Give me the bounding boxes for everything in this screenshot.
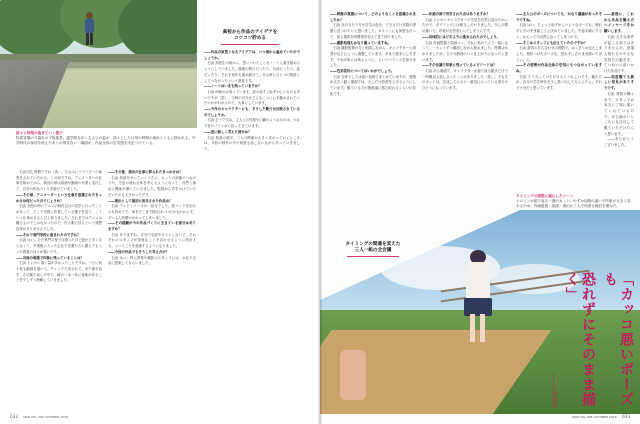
right-col2-q2: ――具体的にはどのように進められたのでしょう。 bbox=[422, 34, 500, 39]
right-column-1 bbox=[330, 12, 416, 242]
right-col3-p1: 石浜 はい。ちょっと恥ずかしいようなポーズも、照れずにそのまま描こうと決めていました。中途半端にすると、かえって不自然になってしまうので。 bbox=[516, 23, 602, 39]
right-col4-p2: 石浜 背景の隅々まで、スタッフが本当に丁寧に描いてくれているので、ぜひ細かいところにも注目して観ていただけたらと思います。 bbox=[604, 91, 634, 136]
right-col3-q1: ――主人公のポーズについても、かなり議論があったそうですね。 bbox=[516, 12, 602, 22]
left-caption-body: 物語冒頭の夕暮れの下校風景。通学路を歩く主人公の姿が、淡々とした日常の時間の流れとともに描かれる。中学時代の部活を終えたあとの何気ない一場面が、作品全体の空気感を決定づけている。 bbox=[16, 136, 196, 145]
right-caption bbox=[516, 194, 634, 209]
left-col3-q4: ――逆に新しく考えた部分は？ bbox=[204, 129, 252, 134]
pull-quote-attribution: ――石浜真史 bbox=[550, 372, 557, 408]
right-col2-p2: 石浜 作画監督と原画マン、それに私の三人で一組になって、一カットずつ確認しながら進めました。時間はかかりましたが、その分納得のいく仕上がりになったと思います。 bbox=[422, 40, 508, 62]
right-page-number: 033 bbox=[622, 414, 630, 419]
right-column-4 bbox=[604, 12, 634, 192]
right-col1-p1: 石浜 光の当たり方や空気の色を、できるだけ実際の季節に近づけたいと思いました。ロケハンにも何度も行って、同じ場所を時間帯を変えて見て回りました。 bbox=[330, 23, 416, 39]
right-col3-p2: 石浜 最初の打ち合わせの段階で、はっきりお伝えしました。格好つけたポーズも、恐れずにそのまま描いてほしい、と。 bbox=[516, 46, 602, 62]
right-col1-q1: ――映像の質感について、どのようなことを意識されましたか？ bbox=[330, 12, 416, 22]
left-col3-p1: 石浜 高校生の頃から、思いついたことをノートに書き留めるようにしていました。場面の断片だったり、台詞だったり、絵だったり。それを何年も溜め続けて、ある時にひとつの物語としてつながったという感覚です。 bbox=[204, 61, 300, 83]
right-col2-p1: 石浜 とにかくキャラクターの芝居を自然に見せたかったので、タイミングには相当こだわりました。少しの間の違いで、印象が全然変わってしまうんです。 bbox=[422, 17, 508, 34]
pull-quote-line-1: 「カッコ悪いポーズも bbox=[602, 272, 634, 407]
right-col4-q1: ――最後に、これから作品を観る方へメッセージをお願いします。 bbox=[604, 12, 634, 34]
left-folio bbox=[10, 414, 68, 419]
heading-rule bbox=[221, 44, 279, 45]
left-folio-meta: NAN VOL.296 OCTOBER 2018 bbox=[23, 415, 68, 419]
left-col3-p3: 石浜 そうですね。主人公の性格や口癖のようなものは、かなり昔のノートから拾ってきています。 bbox=[204, 118, 300, 129]
left-col2-q3: ――その経験が今の作品づくりに生きている部分はありますか？ bbox=[108, 221, 196, 232]
right-col4-p3: ――ありがとうございました。 bbox=[604, 137, 634, 148]
left-col2-q1: ――その後、演出の仕事に移られたきっかけは？ bbox=[108, 170, 183, 174]
left-heading-line-2: コツコツ貯める bbox=[233, 36, 267, 42]
right-folio-meta: NAN VOL.296 OCTOBER 2018 bbox=[572, 415, 617, 419]
right-heading-line-1: タイミングの間違を変えた bbox=[345, 242, 401, 247]
right-col2-q1: ――作画の面で苦労された点はありますか？ bbox=[422, 12, 490, 16]
left-col2-p3: 石浜 ありますね。自分で全部やろうとしないで、それぞれのスタッフが得意なことを活かせるように設計する、ということを意識するようになりました。 bbox=[108, 232, 196, 249]
left-col2-p1: 石浜 原画をやっていくうちに、カットの前後のつながりや、芝居の流れ全体を考えるようになって、自然と演出に興味が湧いていきました。監督から声をかけていただいたのも大きかったです。 bbox=[108, 175, 196, 197]
page-gutter bbox=[318, 0, 322, 424]
left-col3-p4: 石浜 物語の後半、二人の関係が大きく変わっていくところは、今回の制作の中で何度も話し合いながら作っていきました。 bbox=[204, 135, 300, 151]
left-col1-p1: 石浜 同じ時期ですね（笑）。ちなみにリコーダーの演奏をされていたのも、この頃ですね。アニメーターの仕事を始めてから、最初の頃は原画や動画の作業と並行して、自分の作品づくりを続けていました。 bbox=[16, 170, 102, 192]
right-col3-q3: ――その姿勢が作品全体の空気にもつながっていますね。 bbox=[516, 63, 602, 74]
left-heading-line-1: 高校から作品のアイデアを bbox=[222, 30, 278, 35]
still-image-walking-boy bbox=[0, 0, 197, 128]
right-col4-q2: ――何度観ても新しい発見がありそうです。 bbox=[604, 74, 634, 91]
left-col2-p4: 石浜 はい。特に背景や撮影のスタッフには、かなり自由に提案してもらいました。 bbox=[108, 255, 196, 266]
left-col1-q1: ――その頃、アニメーターという仕事を意識されたきっかけは何だったのでしょうか？ bbox=[16, 192, 102, 203]
right-caption-body: ヒロインが振り返る一連のカット。わずかな間の違いで印象が大きく変わるため、作画監督・原画・演出の三人で何度も検討を重ねた。 bbox=[516, 199, 631, 208]
left-col1-p4: 石浜 とにかく描く量が多かったことですね。一日に何十枚も動画を描いて、チェックで戻されて、また描き直す。その繰り返しの中で、線の一本一本に意味があることを少しずつ理解していきました。 bbox=[16, 261, 102, 283]
left-col1-q3: ――当時の現場で印象に残っていることは？ bbox=[16, 255, 84, 260]
left-col1-p3: 石浜 はい。ただ専門学校では思ったほど絵が上手くならなくて、卒業後に入った会社で先輩たちに鍛えてもらった感覚のほうが強いです。 bbox=[16, 238, 102, 254]
left-col3-p2: 石浜 何冊かは残っています。読み返すと恥ずかしいものも多いですが（笑）、当時の自分がどんなことに心を動かされていたのかがわかるので、大事にしています。 bbox=[204, 89, 300, 106]
right-col1-q2: ――撮影処理もかなり凝っていますね。 bbox=[330, 40, 392, 45]
right-caption-title: タイミングの調整に腐心したシーン bbox=[516, 194, 574, 198]
right-heading-line-2: 三人一組の全会議 bbox=[354, 248, 392, 254]
left-section-heading bbox=[202, 30, 298, 45]
left-col2-q2: ――演出として最初に担当された作品は？ bbox=[108, 198, 173, 203]
left-col1-p2: 石浜 高校の時にアニメの制作会社の見学に行ったことがあって、そこで実際に作業している様子を見て、こういう仕事があるんだと知りました。それまではアニメは観るものでしかなかったので、作る側に回るという発想自体がありませんでした。 bbox=[16, 204, 102, 232]
right-col3-p3: 石浜 そう言っていただけるとうれしいです。観た方が、自分の学生時代を少し思い出してもらえたら、それで十分だと思っています。 bbox=[516, 74, 602, 91]
left-col3-q2: ――ノートはいまも残っていますか？ bbox=[204, 84, 262, 89]
left-caption-title: 淡々と時間が過ぎていく様子 bbox=[16, 131, 63, 135]
left-col2-p2: 石浜 テレビシリーズの一話分でした。絵コンテを切るのも初めてで、何をどこまで描けばいいのかもわからず、ずいぶん時間がかかってしまいました。 bbox=[108, 204, 196, 220]
left-col1-q2: ――それで専門学校に進まれたのですか？ bbox=[16, 232, 81, 237]
pull-quote bbox=[550, 272, 634, 408]
left-column-3 bbox=[204, 50, 300, 406]
left-page-number: 032 bbox=[10, 414, 18, 419]
right-col1-p3: 石浜 全体としては淡い色味でまとめていますが、感情が大きく動く場面では、少しだけ彩度を上げるようにしています。観ている方が無意識に感じ取れるくらいの変化です。 bbox=[330, 74, 416, 96]
right-folio bbox=[572, 414, 630, 419]
right-col2-p3: 石浜 ある場面で、キャラクターが振り返る動きだけで一時間以上話し合ったことがありました（笑）。でもそのカットは、完成してみると一番気に入っている部分のひとつになっています。 bbox=[422, 69, 508, 91]
right-col2-q3: ――その会議で印象に残っているエピソードは？ bbox=[422, 63, 497, 68]
heading-rule bbox=[347, 256, 399, 257]
pull-quote-line-2: 恐れずにそのまま描く」 bbox=[564, 272, 596, 407]
right-col3-q2: ――そこはスタッフにも伝えていたのですか？ bbox=[516, 40, 588, 45]
left-col3-q1: ――作品の原型となるアイデアは、いつ頃から温めていたのでしょうか。 bbox=[204, 50, 300, 60]
right-col1-q3: ――色彩設計についてはいかがでしょう。 bbox=[330, 69, 395, 74]
left-col3-q3: ――今作のキャラクターにも、そうした断片が反映されているのでしょうか。 bbox=[204, 107, 300, 117]
right-col4-p1: 石浜 大きな事件が起こる話ではありませんが、登場人物たちの小さな気持ちの動きを、ていねいに追いかけた作品です。 bbox=[604, 34, 634, 74]
left-column-2 bbox=[108, 132, 196, 406]
left-col2-q4: ――今回の作品でもそうした考え方が？ bbox=[108, 249, 170, 254]
right-column-3 bbox=[516, 12, 602, 192]
left-column-1 bbox=[16, 170, 102, 406]
right-section-heading bbox=[330, 242, 416, 257]
right-col1-p2: 石浜 撮影監督の方と相談しながら、キャラクターと背景がなじむように調整しています。あまり派手にしすぎず、でも印象には残るように、というバランスを探りました。 bbox=[330, 46, 416, 68]
